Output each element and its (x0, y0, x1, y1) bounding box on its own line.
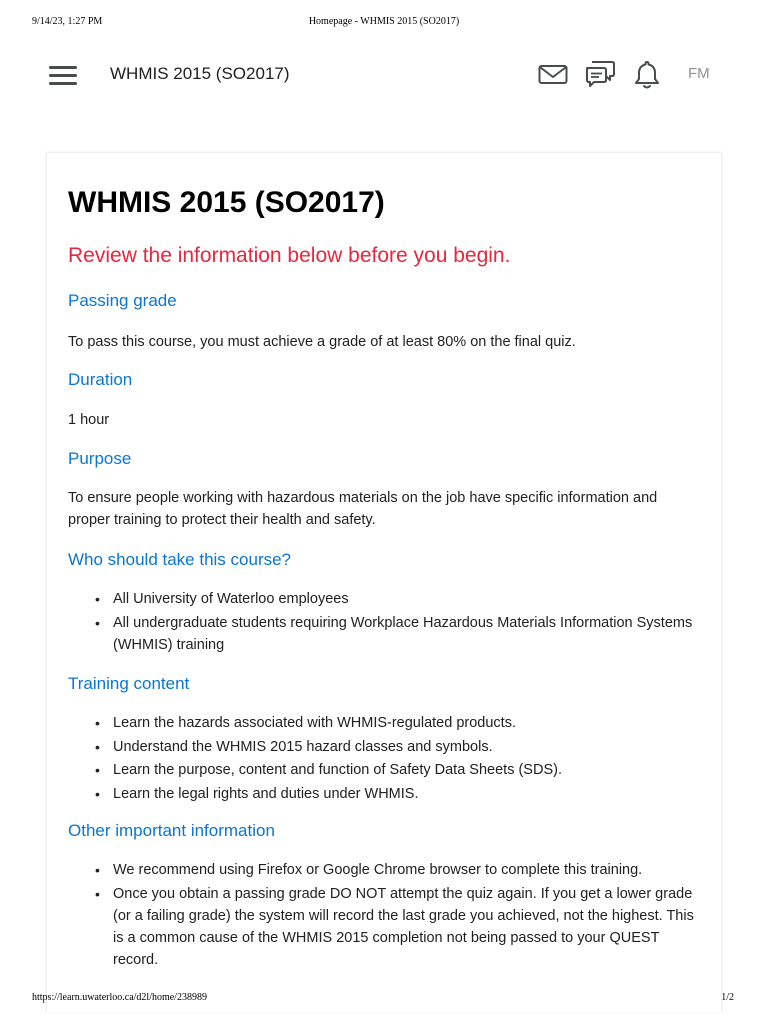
heading-who-should-take: Who should take this course? (68, 550, 292, 569)
heading-passing-grade: Passing grade (68, 291, 177, 310)
training-list (68, 712, 708, 806)
print-page-number: 1/2 (721, 992, 734, 1003)
bell-icon[interactable] (630, 58, 664, 92)
chat-icon[interactable] (583, 58, 617, 92)
heading-duration: Duration (68, 370, 133, 389)
heading-purpose: Purpose (68, 449, 132, 468)
list-item: • Learn the legal rights and duties under WHMIS. (68, 783, 698, 805)
heading-other-info: Other important information (68, 821, 275, 840)
passing-grade-text: To pass this course, you must achieve a grade of at least 80% on the final quiz. (68, 334, 576, 350)
mail-icon[interactable] (536, 58, 570, 92)
print-footer (0, 992, 768, 1008)
print-header (0, 16, 768, 32)
audience-list (68, 588, 708, 657)
list-item: • All University of Waterloo employees (68, 588, 698, 610)
other-info-list (68, 859, 708, 972)
user-avatar[interactable]: FM (688, 65, 710, 82)
purpose-text: To ensure people working with hazardous materials on the job have specific information and proper training to protect their health and safety. (68, 490, 658, 528)
list-item: • We recommend using Firefox or Google Chrome browser to complete this training. (68, 859, 698, 881)
list-item: • Learn the purpose, content and function of Safety Data Sheets (SDS). (68, 759, 698, 781)
course-name[interactable]: WHMIS 2015 (SO2017) (110, 64, 290, 83)
menu-icon[interactable] (46, 62, 80, 90)
navbar (0, 50, 768, 102)
heading-training-content: Training content (68, 674, 190, 693)
print-page-title: Homepage - WHMIS 2015 (SO2017) (308, 16, 460, 27)
list-item: • Learn the hazards associated with WHMIS-regulated products. (68, 712, 698, 734)
review-notice: Review the information below before you begin. (68, 244, 511, 267)
list-item: • Understand the WHMIS 2015 hazard classes and symbols. (68, 736, 698, 758)
print-timestamp: 9/14/23, 1:27 PM (32, 16, 103, 27)
print-url: https://learn.uwaterloo.ca/d2l/home/238989 (32, 992, 207, 1003)
list-item: • Once you obtain a passing grade DO NOT attempt the quiz again. If you get a lower grade (or a failing grade) the system will record the last grade you achieved, not the highest. This is a common cause of the WHMIS 2015 completion not being passed to your QUEST record. (68, 883, 698, 971)
list-item: • All undergraduate students requiring Workplace Hazardous Materials Information Systems (WHMIS) training (68, 612, 698, 656)
duration-text: 1 hour (68, 412, 110, 428)
page-title: WHMIS 2015 (SO2017) (68, 186, 385, 219)
